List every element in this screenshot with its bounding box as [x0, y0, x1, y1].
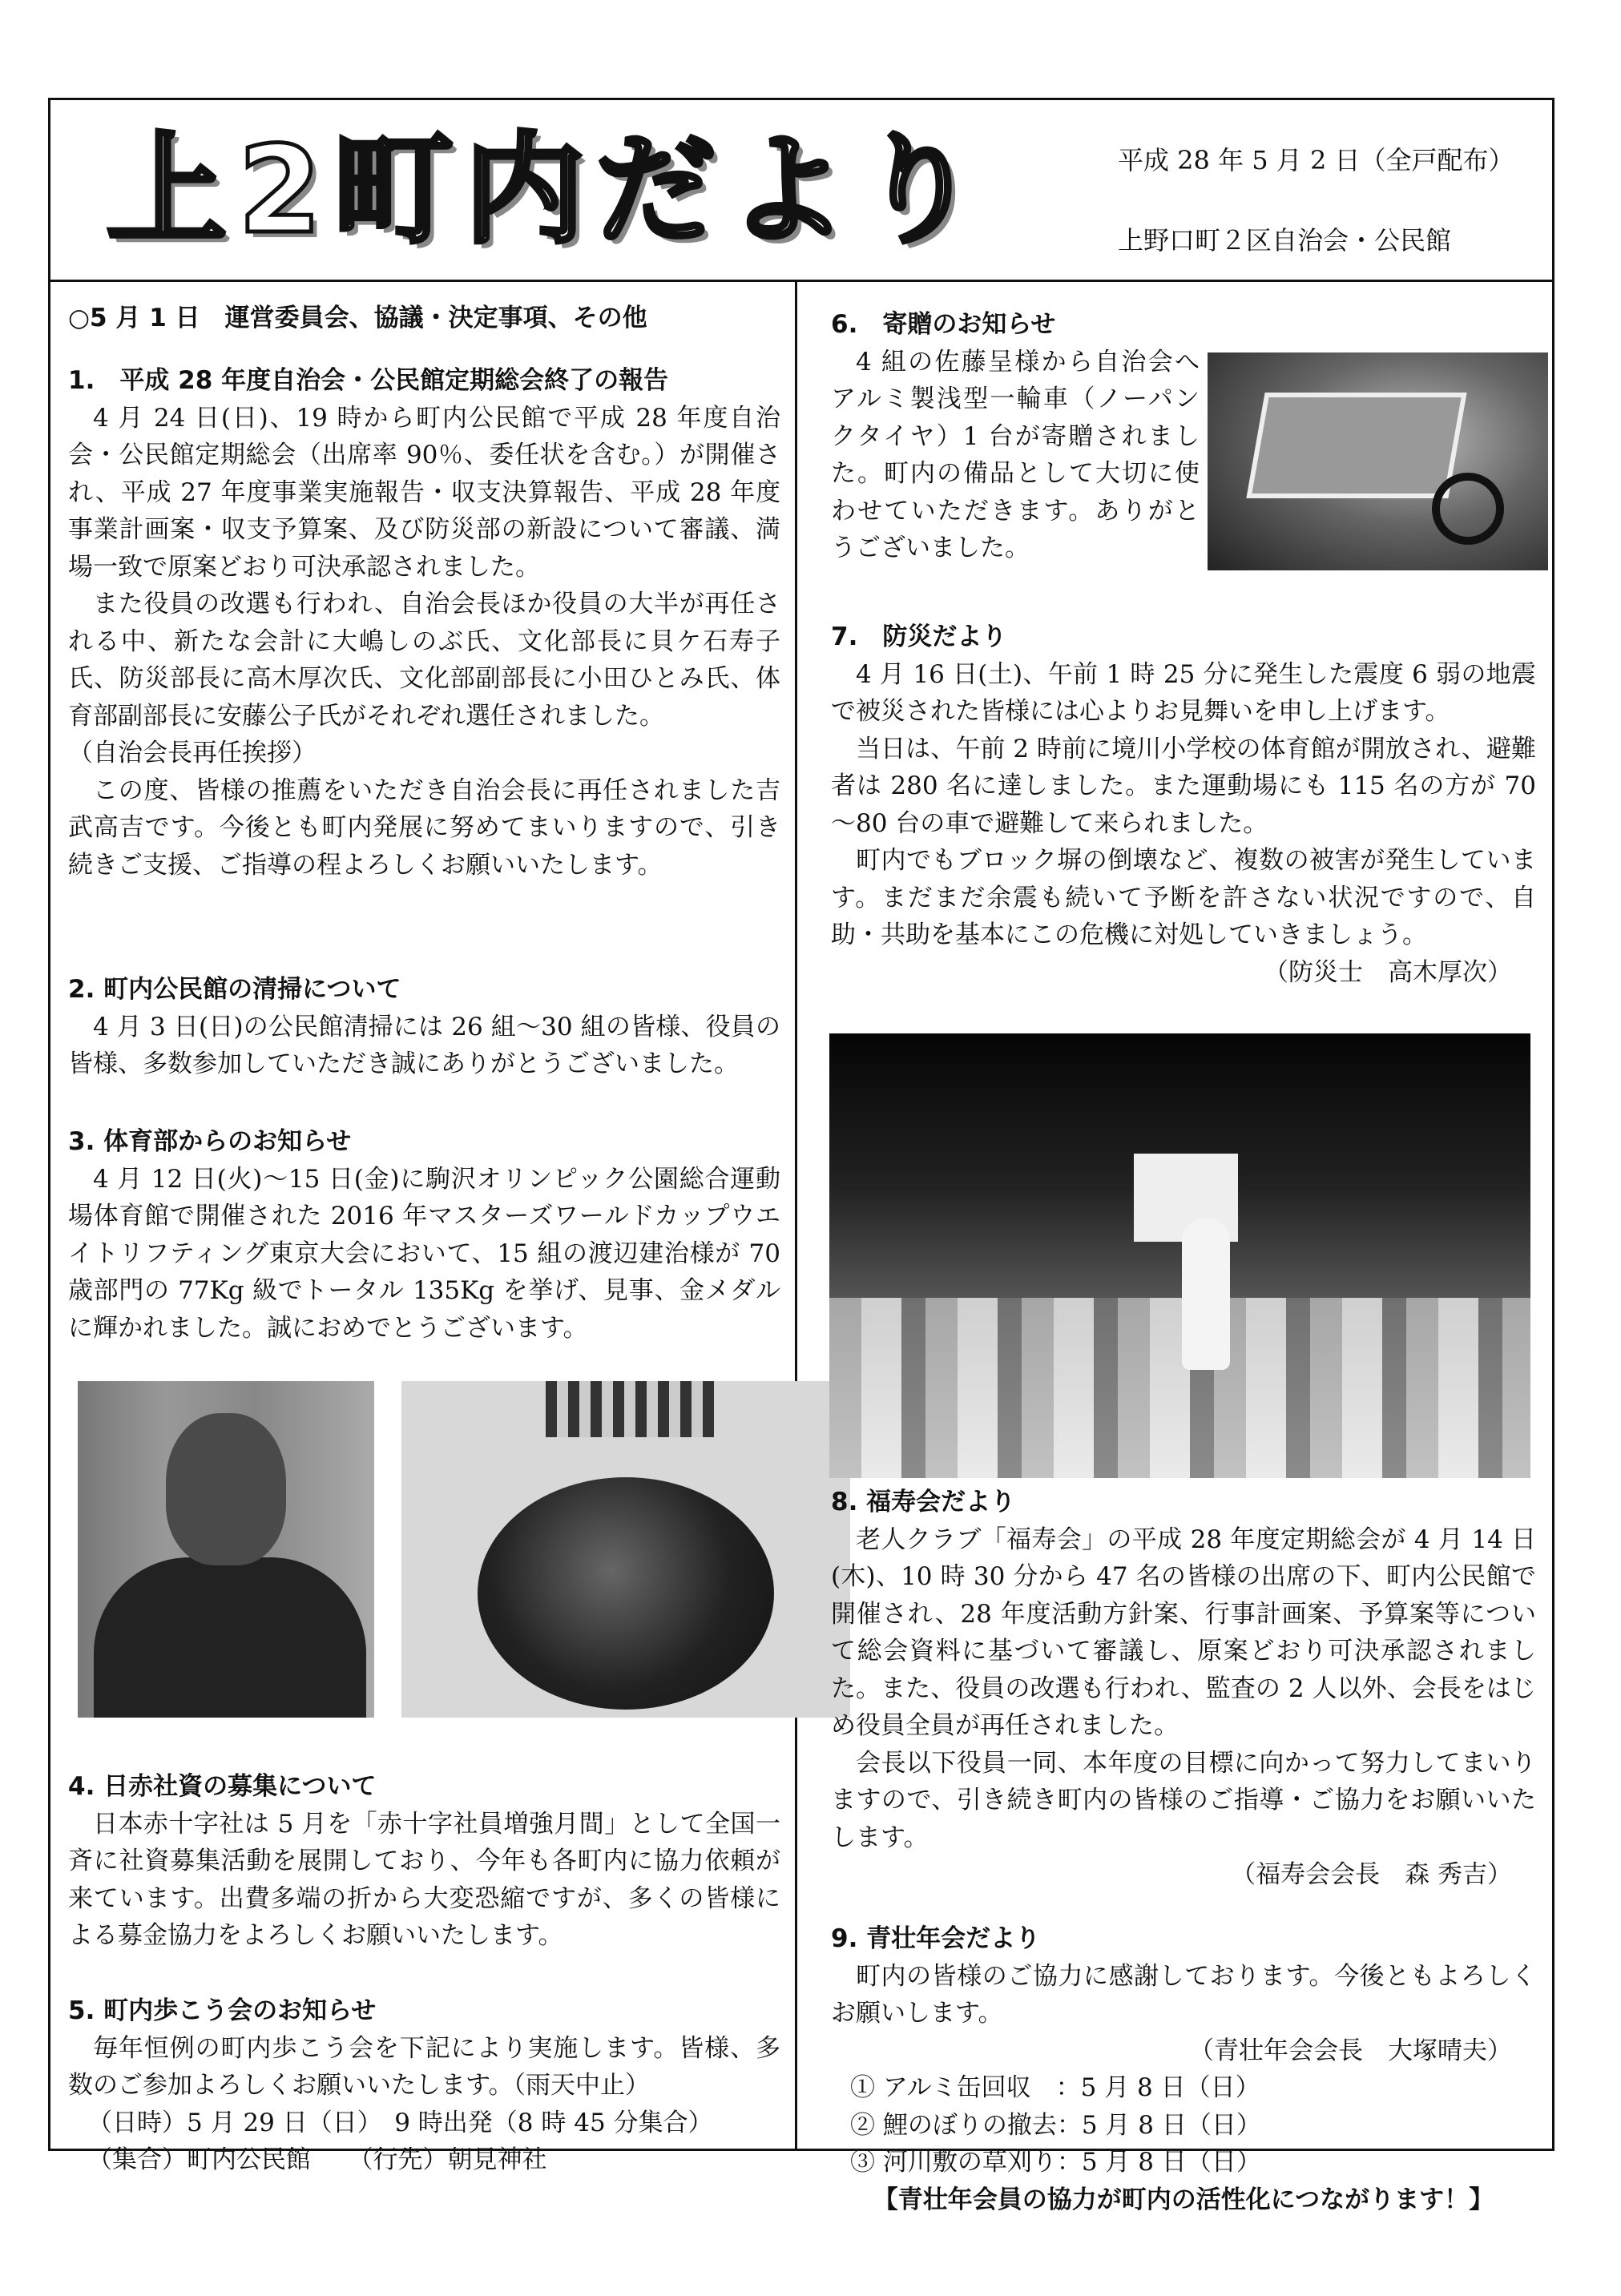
walk-location: （集合）町内公民館 （行先）朝見神社 — [87, 2145, 547, 2174]
section-4 — [68, 1768, 780, 1955]
section-6-heading: 6. 寄贈のお知らせ — [831, 310, 1056, 339]
section-6 — [831, 306, 1200, 567]
section-3 — [68, 1123, 780, 1347]
schedule-item-1: ① アルミ缶回収 ：5 月 8 日（日） — [850, 2073, 1260, 2102]
section-7-heading: 7. 防災だより — [831, 622, 1007, 651]
section-1-paragraph-2: また役員の改選も行われ、自治会長ほか役員の大半が再任される中、新たな会計に大嶋しのぶ氏、文化部長に貝ケ石寿子氏、防災部長に高木厚次氏、文化部副部長に小田ひとみ氏、体育部副部長に安藤公子氏がそれぞれ選任されました。 — [68, 590, 780, 731]
schedule-item-3: ③ 河川敷の草刈り：5 月 8 日（日） — [850, 2148, 1261, 2177]
publisher: 上野口町２区自治会・公民館 — [1118, 225, 1452, 256]
right-column — [797, 282, 1554, 2214]
section-5 — [68, 1992, 780, 2179]
section-9-heading: 9. 青壮年会だより — [831, 1924, 1041, 1953]
newsletter-title: 上2町内だより — [107, 121, 990, 260]
gold-medal-photo — [401, 1381, 850, 1718]
athlete-photo — [78, 1381, 374, 1718]
section-7-paragraph-3: 町内でもブロック塀の倒壊など、複数の被害が発生しています。まだまだ余震も続いて予断を許さない状況ですので、自助・共助を基本にこの危機に対処していきましょう。 — [831, 846, 1536, 949]
section-9-paragraph: 町内の皆様のご協力に感謝しております。今後ともよろしくお願いします。 — [831, 1961, 1536, 2028]
section-2-heading: 2. 町内公民館の清掃について — [68, 975, 401, 1004]
section-6-paragraph: 4 組の佐藤呈様から自治会へアルミ製浅型一輪車（ノーパンクタイヤ）1 台が寄贈されました。町内の備品として大切に使わせていただきます。ありがとうございました。 — [831, 347, 1200, 562]
section-8-paragraph-2: 会長以下役員一同、本年度の目標に向かって努力してまいりますので、引き続き町内の皆様のご指導・ご協力をお願いいたします。 — [831, 1748, 1536, 1852]
section-8-heading: 8. 福寿会だより — [831, 1488, 1016, 1517]
section-7-paragraph-1: 4 月 16 日(土)、午前 1 時 25 分に発生した震度 6 弱の地震で被災された皆様には心よりお見舞いを申し上げます。 — [831, 659, 1536, 726]
section-8 — [831, 1484, 1536, 1894]
walk-schedule: （日時）5 月 29 日（日） 9 時出発（8 時 45 分集合） — [87, 2108, 713, 2137]
slogan: 【青壮年会員の協力が町内の活性化につながります！】 — [873, 2185, 1494, 2214]
section-4-paragraph: 日本赤十字社は 5 月を「赤十字社員増強月間」として全国一斉に社資募集活動を展開しており、今年も各町内に協力依頼が来ています。出費多端の折から大変恐縮ですが、多くの皆様による募金協力をよろしくお願いいたします。 — [68, 1809, 780, 1950]
section-3-paragraph: 4 月 12 日(火)～15 日(金)に駒沢オリンピック公園総合運動場体育館で開催された 2016 年マスターズワールドカップウエイトリフティング東京大会において、15 組の渡辺建治様が 70 歳部門の 77Kg 級でトータル 135Kg を挙げ、見事、金メダルに輝かれました。誠におめでとうございます。 — [68, 1164, 780, 1343]
wheelbarrow-photo — [1208, 352, 1548, 570]
section-1-heading: 1. 平成 28 年度自治会・公民館定期総会終了の報告 — [68, 366, 669, 395]
section-7 — [831, 618, 1536, 991]
section-4-heading: 4. 日赤社資の募集について — [68, 1772, 377, 1801]
section-1-subheading: （自治会長再任挨拶） — [68, 739, 317, 767]
evacuation-gym-photo — [829, 1033, 1530, 1478]
section-8-signature: （福寿会会長 森 秀吉） — [1231, 1860, 1512, 1889]
section-1 — [68, 362, 780, 884]
section-9 — [831, 1920, 1536, 2218]
section-5-paragraph: 毎年恒例の町内歩こう会を下記により実施します。皆様、多数のご参加よろしくお願いいたします。（雨天中止） — [68, 2033, 780, 2100]
section-1-paragraph-1: 4 月 24 日(日)、19 時から町内公民館で平成 28 年度自治会・公民館定期総会（出席率 90％、委任状を含む。）が開催され、平成 27 年度事業実施報告・収支決算報告、平成 28 年度事業計画案・収支予算案、及び防災部の新設について審議、満場一致で原案どおり可決承認されました。 — [68, 403, 780, 582]
issue-date: 平成 28 年 5 月 2 日（全戸配布） — [1118, 145, 1514, 175]
section-7-signature: （防災士 高木厚次） — [1264, 957, 1512, 987]
schedule-item-2: ② 鯉のぼりの撤去：5 月 8 日（日） — [850, 2110, 1261, 2140]
left-column — [48, 282, 797, 2174]
section-8-paragraph-1: 老人クラブ「福寿会」の平成 28 年度定期総会が 4 月 14 日(木)、10 時 30 分から 47 名の皆様の出席の下、町内公民館で開催され、28 年度活動方針案、行事計画案、予算案等について総会資料に基づいて審議し、原案どおり可決承認されました。また、役員の改選も行われ、監査の 2 人以外、会長をはじめ役員全員が再任されました。 — [831, 1525, 1536, 1740]
section-3-heading: 3. 体育部からのお知らせ — [68, 1127, 352, 1156]
section-1-paragraph-3: この度、皆様の推薦をいただき自治会長に再任されました吉武高吉です。今後とも町内発展に努めてまいりますので、引き続きご支援、ご指導の程よろしくお願いいたします。 — [68, 775, 780, 880]
section-7-paragraph-2: 当日は、午前 2 時前に境川小学校の体育館が開放され、避難者は 280 名に達しました。また運動場にも 115 名の方が 70～80 台の車で避難して来られました。 — [831, 734, 1536, 838]
section-9-signature: （青壮年会会長 大塚晴夫） — [1189, 2036, 1512, 2065]
section-2 — [68, 971, 780, 1083]
intro-heading: ○5 月 1 日 運営委員会、協議・決定事項、その他 — [68, 304, 647, 332]
section-5-heading: 5. 町内歩こう会のお知らせ — [68, 1996, 377, 2025]
masthead — [48, 98, 1554, 282]
section-2-paragraph: 4 月 3 日(日)の公民館清掃には 26 組～30 組の皆様、役員の皆様、多数参加していただき誠にありがとうございました。 — [68, 1012, 780, 1078]
